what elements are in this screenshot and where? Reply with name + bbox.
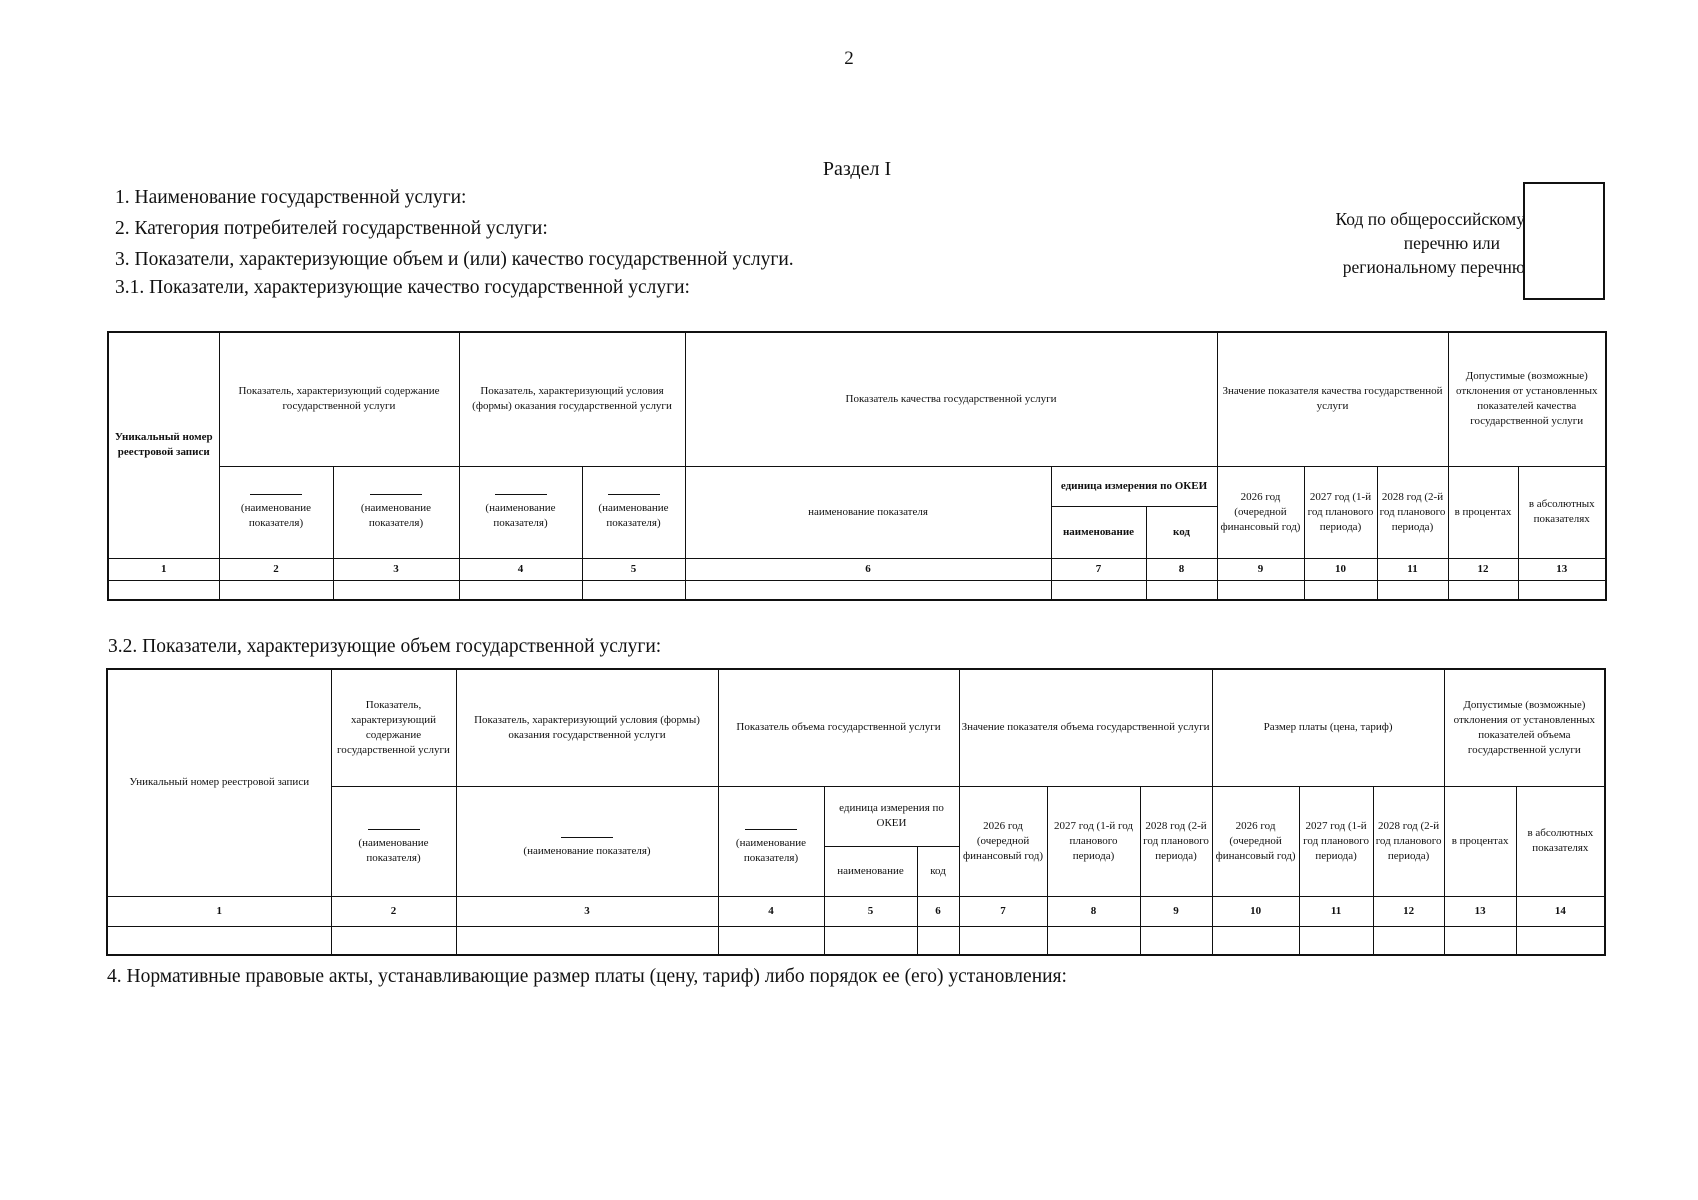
- t2-cell[interactable]: [1212, 926, 1299, 955]
- t2-sub-c3: (наименование показателя): [718, 786, 824, 896]
- t2-sub-percent: в процентах: [1444, 786, 1516, 896]
- t1-sub-unit: единица измерения по ОКЕИ: [1051, 466, 1217, 506]
- item-regulatory-acts: 4. Нормативные правовые акты, устанавливающие размер платы (цену, тариф) либо порядок ее (его) установления:: [107, 966, 1067, 987]
- t2-header-conditions: Показатель, характеризующий условия (формы) оказания государственной услуги: [456, 669, 718, 786]
- t2-cell[interactable]: [718, 926, 824, 955]
- t1-col-number: 8: [1146, 558, 1217, 580]
- item-volume-indicators: 3.2. Показатели, характеризующие объем государственной услуги:: [108, 636, 662, 657]
- t1-col-number: 4: [459, 558, 582, 580]
- t1-cell[interactable]: [219, 580, 333, 600]
- t2-col-number: 7: [959, 896, 1047, 926]
- t1-cell[interactable]: [1146, 580, 1217, 600]
- t2-col-number: 5: [824, 896, 917, 926]
- t1-header-value: Значение показателя качества государственной услуги: [1217, 332, 1448, 466]
- t1-cell[interactable]: [333, 580, 459, 600]
- t2-col-number: 10: [1212, 896, 1299, 926]
- code-label: [1270, 207, 1525, 279]
- volume-indicators-table: [106, 668, 1606, 956]
- t2-cell[interactable]: [1299, 926, 1373, 955]
- t2-col-number: 9: [1140, 896, 1212, 926]
- section-title: [0, 158, 1698, 181]
- t2-header-unique: Уникальный номер реестровой записи: [107, 669, 331, 896]
- t2-sub-f2028: 2028 год (2-й год планового периода): [1373, 786, 1444, 896]
- t2-header-content: Показатель, характеризующий содержание государственной услуги: [331, 669, 456, 786]
- t2-col-number: 6: [917, 896, 959, 926]
- t2-cell[interactable]: [1047, 926, 1140, 955]
- code-label-line3: региональному перечню: [1342, 257, 1525, 277]
- t1-col-number: 2: [219, 558, 333, 580]
- t2-number-row: [107, 896, 1605, 926]
- t1-sub-2028: 2028 год (2-й год планового периода): [1377, 466, 1448, 558]
- t2-sub-c2: (наименование показателя): [456, 786, 718, 896]
- code-label-line2: перечню или: [1403, 233, 1500, 253]
- t1-col-number: 12: [1448, 558, 1518, 580]
- t2-sub-f2027: 2027 год (1-й год планового периода): [1299, 786, 1373, 896]
- code-label-line1: Код по общероссийскому: [1335, 209, 1525, 229]
- t2-cell[interactable]: [959, 926, 1047, 955]
- t1-sub-2026: 2026 год (очередной финансовый год): [1217, 466, 1304, 558]
- quality-indicators-table: [107, 331, 1607, 601]
- t2-header-fee: Размер платы (цена, тариф): [1212, 669, 1444, 786]
- t1-col-number: 5: [582, 558, 685, 580]
- t1-cell[interactable]: [1217, 580, 1304, 600]
- t1-sub-c4: (наименование показателя): [582, 466, 685, 558]
- t1-sub-unit-name: наименование: [1051, 506, 1146, 558]
- t2-sub-v2028: 2028 год (2-й год планового периода): [1140, 786, 1212, 896]
- code-input-box[interactable]: [1523, 182, 1605, 300]
- t1-cell[interactable]: [1518, 580, 1606, 600]
- t2-sub-unit-code: код: [917, 846, 959, 896]
- t2-col-number: 13: [1444, 896, 1516, 926]
- t1-cell[interactable]: [459, 580, 582, 600]
- item-consumer-category: 2. Категория потребителей государственной услуги:: [115, 218, 548, 239]
- t2-cell[interactable]: [456, 926, 718, 955]
- t2-col-number: 2: [331, 896, 456, 926]
- t2-sub-f2026: 2026 год (очередной финансовый год): [1212, 786, 1299, 896]
- t1-col-number: 11: [1377, 558, 1448, 580]
- t2-cell[interactable]: [917, 926, 959, 955]
- t1-cell[interactable]: [1448, 580, 1518, 600]
- t2-sub-v2027: 2027 год (1-й год планового периода): [1047, 786, 1140, 896]
- t1-header-deviation: Допустимые (возможные) отклонения от установленных показателей качества государственной услуги: [1448, 332, 1606, 466]
- t2-empty-row: [107, 926, 1605, 955]
- t2-cell[interactable]: [1516, 926, 1605, 955]
- t1-col-number: 6: [685, 558, 1051, 580]
- item-quality-indicators: 3.1. Показатели, характеризующие качество государственной услуги:: [115, 277, 690, 298]
- t2-col-number: 12: [1373, 896, 1444, 926]
- t2-header-value: Значение показателя объема государственной услуги: [959, 669, 1212, 786]
- t2-sub-unit-name: наименование: [824, 846, 917, 896]
- t2-cell[interactable]: [107, 926, 331, 955]
- t2-cell[interactable]: [331, 926, 456, 955]
- t2-cell[interactable]: [1373, 926, 1444, 955]
- t1-cell[interactable]: [1304, 580, 1377, 600]
- t2-col-number: 1: [107, 896, 331, 926]
- t1-empty-row: [108, 580, 1606, 600]
- t1-cell[interactable]: [1377, 580, 1448, 600]
- t2-col-number: 11: [1299, 896, 1373, 926]
- t2-col-number: 8: [1047, 896, 1140, 926]
- t2-header-volume: Показатель объема государственной услуги: [718, 669, 959, 786]
- t1-col-number: 13: [1518, 558, 1606, 580]
- t2-sub-v2026: 2026 год (очередной финансовый год): [959, 786, 1047, 896]
- t1-sub-indicator-name: наименование показателя: [685, 466, 1051, 558]
- t2-sub-absolute: в абсолютных показателях: [1516, 786, 1605, 896]
- t2-col-number: 14: [1516, 896, 1605, 926]
- page-number: 2: [844, 48, 854, 69]
- t1-header-quality: Показатель качества государственной услуги: [685, 332, 1217, 466]
- t1-col-number: 9: [1217, 558, 1304, 580]
- section-title-text: Раздел I: [822, 158, 892, 180]
- t2-col-number: 4: [718, 896, 824, 926]
- t1-cell[interactable]: [582, 580, 685, 600]
- t1-header-content: Показатель, характеризующий содержание государственной услуги: [219, 332, 459, 466]
- t1-sub-absolute: в абсолютных показателях: [1518, 466, 1606, 558]
- item-indicators: 3. Показатели, характеризующие объем и (или) качество государственной услуги.: [115, 249, 794, 270]
- t2-header-deviation: Допустимые (возможные) отклонения от установленных показателей объема государственной услуги: [1444, 669, 1605, 786]
- item-service-name: 1. Наименование государственной услуги:: [115, 187, 467, 208]
- t1-col-number: 1: [108, 558, 219, 580]
- t2-cell[interactable]: [1140, 926, 1212, 955]
- t2-sub-unit: единица измерения по ОКЕИ: [824, 786, 959, 846]
- t1-col-number: 10: [1304, 558, 1377, 580]
- t1-col-number: 7: [1051, 558, 1146, 580]
- t1-sub-c3: (наименование показателя): [459, 466, 582, 558]
- t2-sub-c1: (наименование показателя): [331, 786, 456, 896]
- t2-cell[interactable]: [1444, 926, 1516, 955]
- t1-cell[interactable]: [1051, 580, 1146, 600]
- t1-cell[interactable]: [108, 580, 219, 600]
- t1-header-conditions: Показатель, характеризующий условия (формы) оказания государственной услуги: [459, 332, 685, 466]
- t1-cell[interactable]: [685, 580, 1051, 600]
- t1-number-row: [108, 558, 1606, 580]
- t2-cell[interactable]: [824, 926, 917, 955]
- t1-sub-unit-code: код: [1146, 506, 1217, 558]
- t1-sub-c1: (наименование показателя): [219, 466, 333, 558]
- t2-col-number: 3: [456, 896, 718, 926]
- t1-header-unique: Уникальный номер реестровой записи: [108, 332, 219, 558]
- t1-sub-2027: 2027 год (1-й год планового периода): [1304, 466, 1377, 558]
- t1-col-number: 3: [333, 558, 459, 580]
- t1-sub-c2: (наименование показателя): [333, 466, 459, 558]
- t1-sub-percent: в процентах: [1448, 466, 1518, 558]
